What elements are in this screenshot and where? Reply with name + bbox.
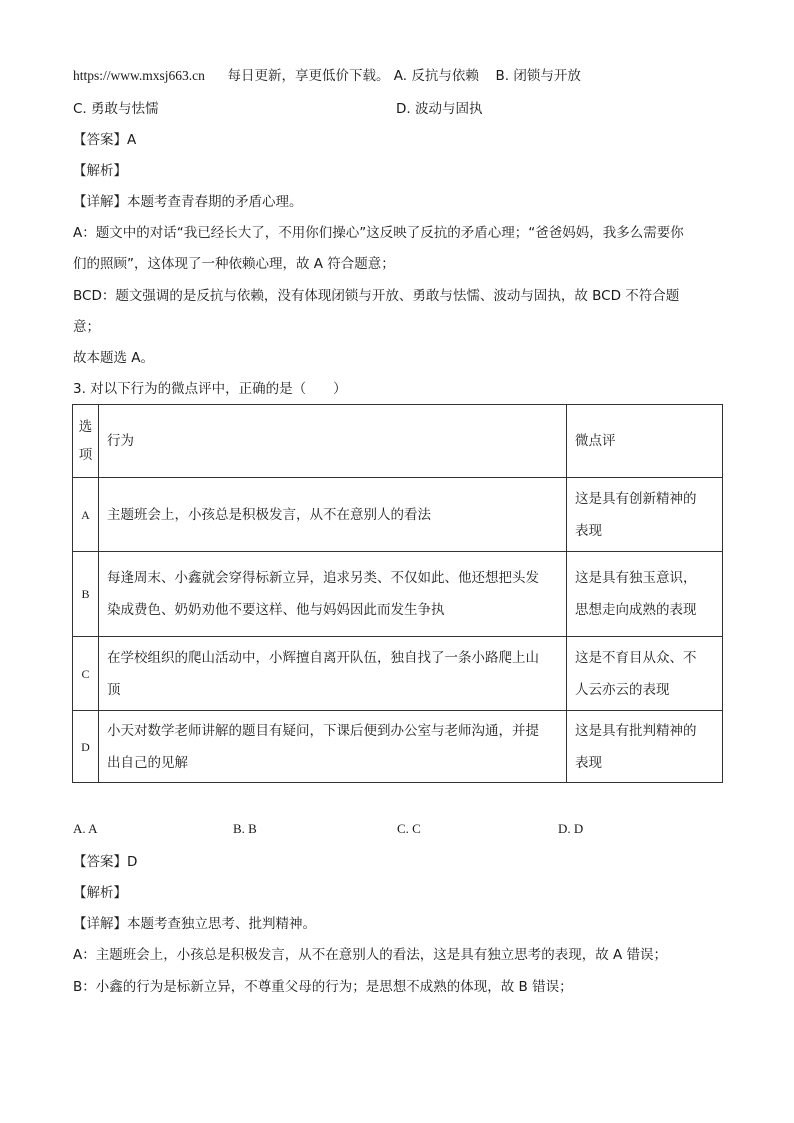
- q2-option-d: D. 波动与固执: [396, 101, 483, 117]
- comment-line: 思想走向成熟的表现: [575, 602, 697, 618]
- q3-detail: 【详解】本题考查独立思考、批判精神。: [73, 916, 316, 932]
- comment-line: 表现: [575, 754, 602, 771]
- table-row: [73, 637, 723, 711]
- behavior-line: 染成费色、奶奶劝他不要这样、他与妈妈因此而发生争执: [107, 602, 445, 618]
- q3-stem: 3. 对以下行为的微点评中，正确的是（ ）: [73, 381, 347, 397]
- row-behavior: [99, 552, 567, 637]
- notice-text: 每日更新，享更低价下载。: [227, 68, 390, 84]
- row-option: D: [73, 711, 99, 783]
- behavior-line: 在学校组织的爬山活动中，小辉擅自离开队伍，独自找了一条小路爬上山: [107, 649, 539, 666]
- comment-line: 这是具有创新精神的: [575, 490, 697, 507]
- row-comment: [567, 637, 723, 711]
- row-comment: [567, 478, 723, 552]
- top-line: [73, 66, 581, 86]
- q2-answer: 【答案】A: [73, 132, 137, 148]
- table-row: [73, 552, 723, 637]
- q3-option-c: C. C: [397, 821, 421, 836]
- table-row: [73, 478, 723, 552]
- row-option: C: [73, 637, 99, 711]
- behavior-line: 每逢周末、小鑫就会穿得标新立异，追求另类、不仅如此、他还想把头发: [107, 570, 539, 586]
- row-comment: [567, 552, 723, 637]
- q2-option-c: C. 勇敢与怯懦: [73, 101, 159, 117]
- q3-answer: 【答案】D: [73, 854, 138, 870]
- header-comment: 微点评: [567, 405, 723, 478]
- table-row: [73, 711, 723, 783]
- table-header-row: [73, 405, 723, 478]
- q3-explanation-b: B：小鑫的行为是标新立异，不尊重父母的行为；是思想不成熟的体现，故 B 错误；: [73, 979, 573, 995]
- q2-explanation-bcd-line2: 意；: [73, 319, 100, 335]
- q3-option-b: B. B: [233, 821, 257, 836]
- q2-conclusion: 故本题选 A。: [73, 350, 155, 366]
- comment-line: 表现: [575, 522, 602, 539]
- q2-explanation-bcd-line1: BCD：题文强调的是反抗与依赖，没有体现闭锁与开放、勇敢与怯懦、波动与固执，故 BCD 不符合题: [73, 288, 680, 304]
- q2-option-b: B. 闭锁与开放: [495, 68, 581, 84]
- comment-line: 这是具有批判精神的: [575, 722, 697, 739]
- row-behavior: [99, 637, 567, 711]
- row-comment: [567, 711, 723, 783]
- comment-line: 人云亦云的表现: [575, 681, 670, 698]
- q3-explanation-a: A：主题班会上，小孩总是积极发言，从不在意别人的看法，这是具有独立思考的表现，故 A 错误；: [73, 947, 668, 963]
- header-behavior: 行为: [99, 405, 567, 478]
- source-url[interactable]: https://www.mxsj663.cn: [73, 68, 205, 83]
- behavior-line: 主题班会上，小孩总是积极发言，从不在意别人的看法: [107, 506, 431, 523]
- row-option: A: [73, 478, 99, 552]
- q2-option-a: A. 反抗与依赖: [393, 68, 479, 84]
- row-behavior: [99, 711, 567, 783]
- behavior-line: 小天对数学老师讲解的题目有疑问，下课后便到办公室与老师沟通，并提: [107, 722, 539, 739]
- comment-line: 这是不育目从众、不: [575, 649, 697, 666]
- q3-option-d: D. D: [558, 821, 584, 836]
- q2-detail: 【详解】本题考查青春期的矛盾心理。: [73, 194, 303, 210]
- q3-table: [72, 404, 723, 783]
- q2-explanation-a-line1: A：题文中的对话“我已经长大了，不用你们操心”这反映了反抗的矛盾心理；“爸爸妈妈，我多么需要你: [73, 225, 684, 241]
- row-option: B: [73, 552, 99, 637]
- behavior-line: 出自己的见解: [107, 754, 188, 771]
- behavior-line: 顶: [107, 681, 121, 698]
- q2-analysis-label: 【解析】: [73, 163, 127, 179]
- q3-option-a: A. A: [73, 821, 98, 836]
- q2-explanation-a-line2: 们的照顾”，这体现了一种依赖心理，故 A 符合题意；: [73, 256, 395, 272]
- q3-options: [0, 821, 794, 841]
- comment-line: 这是具有独玉意识，: [575, 570, 697, 586]
- header-option: 选 项: [73, 405, 99, 478]
- q3-analysis-label: 【解析】: [73, 885, 127, 901]
- row-behavior: [99, 478, 567, 552]
